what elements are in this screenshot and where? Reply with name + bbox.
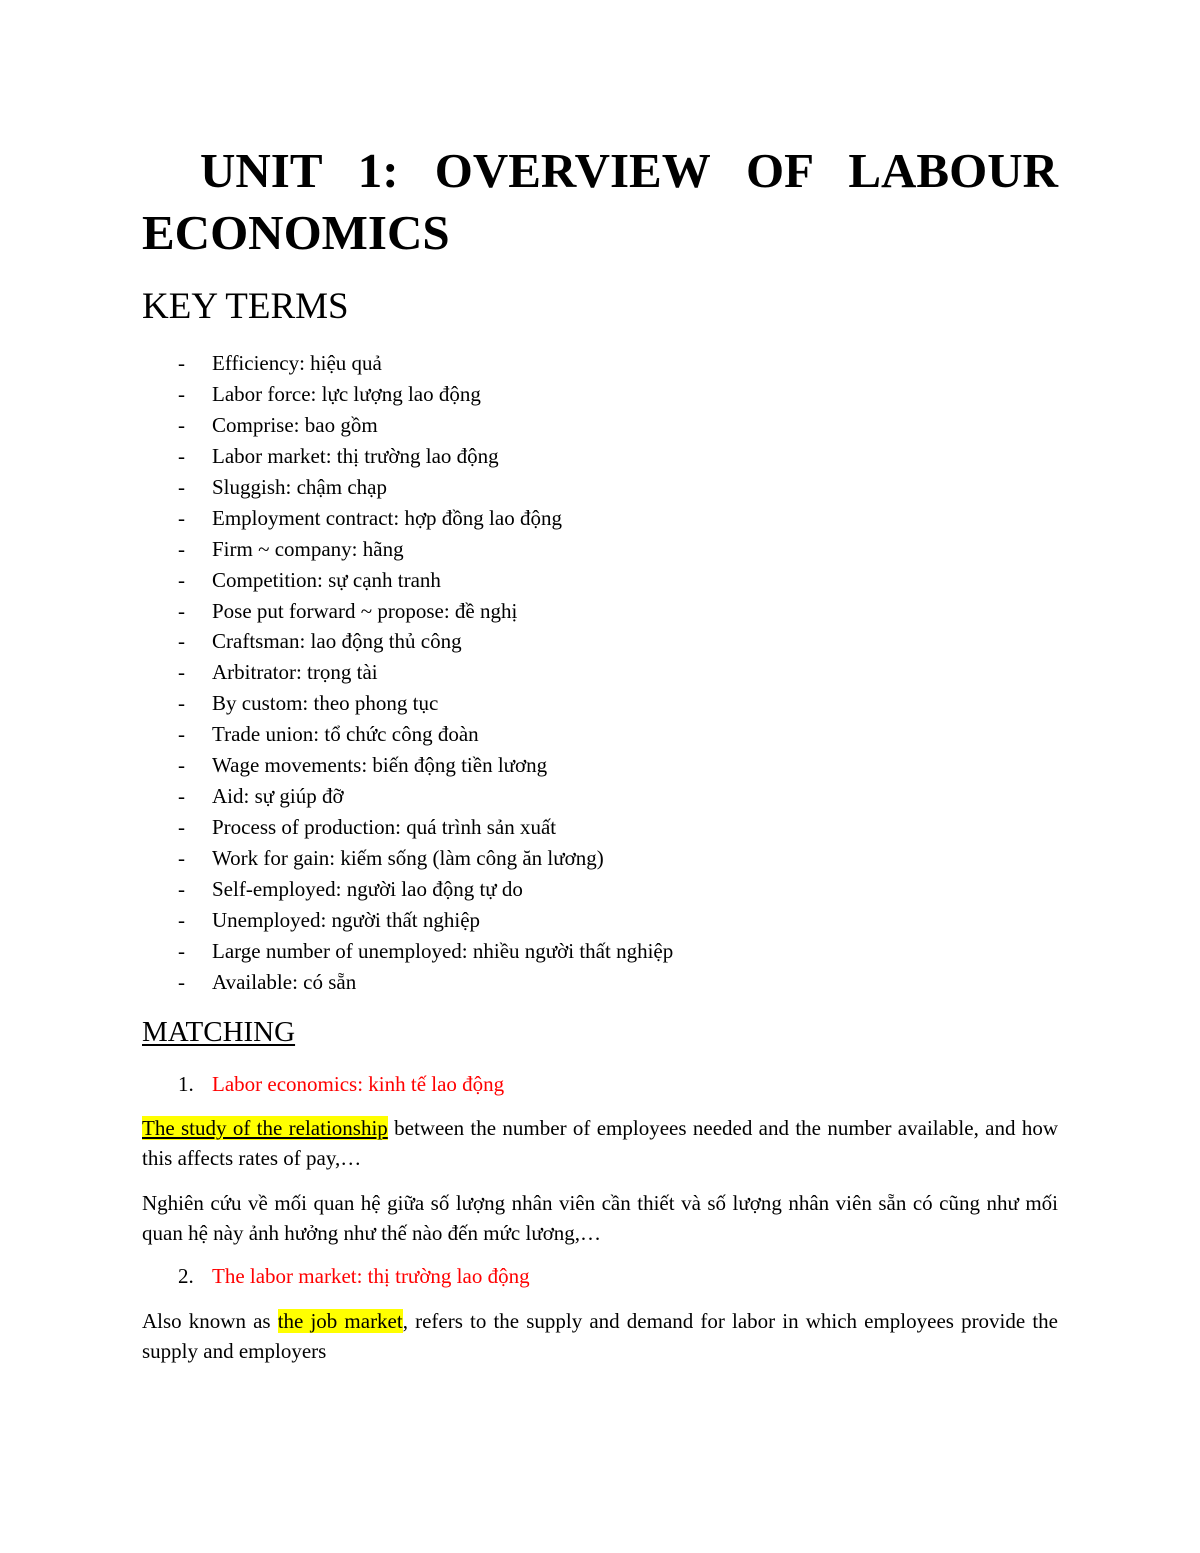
list-item: - Process of production: quá trình sản xuất: [178, 815, 557, 840]
list-item: - Sluggish: chậm chạp: [178, 474, 387, 499]
highlighted-phrase: The study of the relationship: [142, 1116, 388, 1140]
list-item-text: Competition: sự cạnh tranh: [212, 567, 441, 592]
list-item: - Pose put forward ~ propose: đề nghị: [178, 598, 518, 623]
matching-heading: MATCHING: [142, 1016, 296, 1048]
list-item-text: Available: có sẵn: [212, 969, 357, 994]
list-item-text: Unemployed: người thất nghiệp: [212, 907, 481, 932]
list-item-text: Sluggish: chậm chạp: [212, 474, 387, 499]
definition-text: between the number of employees needed and the number available, and how this affects rates of pay,…: [142, 1116, 1058, 1170]
translation-paragraph: Nghiên cứu về mối quan hệ giữa số lượng nhân viên cần thiết và số lượng nhân viên sẵn có cũng như mối quan hệ này ảnh hưởng như thế nào đến mức lương,…: [142, 1191, 1058, 1245]
list-item-text: Labor market: thị trường lao động: [212, 443, 499, 468]
list-item-text: Pose put forward ~ propose: đề nghị: [212, 598, 518, 623]
list-item: - Competition: sự cạnh tranh: [178, 567, 441, 592]
list-item-text: Firm ~ company: hãng: [212, 536, 404, 561]
item-number: 1.: [178, 1072, 194, 1096]
list-item-text: Work for gain: kiếm sống (làm công ăn lương): [212, 846, 604, 870]
definition-paragraph: [142, 1306, 1058, 1366]
item-title: The labor market: thị trường lao động: [212, 1264, 530, 1288]
list-item: - Efficiency: hiệu quả: [178, 351, 382, 375]
list-item: - Craftsman: lao động thủ công: [178, 629, 462, 654]
list-item-text: Efficiency: hiệu quả: [212, 351, 382, 375]
list-item: - Unemployed: người thất nghiệp: [178, 907, 481, 932]
list-item-text: Arbitrator: trọng tài: [212, 660, 378, 685]
list-item-text: Wage movements: biến động tiền lương: [212, 753, 548, 778]
item-title: Labor economics: kinh tế lao động: [212, 1072, 505, 1096]
definition-text-lead: Also known as: [142, 1309, 278, 1333]
list-item: - Comprise: bao gồm: [178, 412, 378, 437]
list-item: - Labor force: lực lượng lao động: [178, 381, 481, 406]
definition-text: , refers to the supply and demand for labor in which employees provide the supply and employers: [142, 1309, 1058, 1363]
list-item-text: Craftsman: lao động thủ công: [212, 629, 462, 654]
list-item: - Wage movements: biến động tiền lương: [178, 753, 548, 778]
list-item-text: Self-employed: người lao động tự do: [212, 876, 523, 901]
highlighted-phrase: the job market: [277, 1309, 403, 1333]
key-terms-heading: KEY TERMS: [142, 286, 349, 327]
list-item: - By custom: theo phong tục: [178, 691, 439, 716]
key-terms-list: [142, 348, 673, 998]
list-item-text: Process of production: quá trình sản xuất: [212, 815, 557, 840]
list-item: - Work for gain: kiếm sống (làm công ăn lương): [178, 846, 604, 870]
list-item-text: Trade union: tổ chức công đoàn: [212, 722, 479, 747]
page-title: UNIT 1: OVERVIEW OF LABOUR ECONOMICS: [142, 143, 1058, 260]
list-item: - Self-employed: người lao động tự do: [178, 876, 523, 901]
list-item: - Employment contract: hợp đồng lao động: [178, 505, 562, 530]
definition-paragraph: [142, 1113, 1058, 1173]
list-item-text: Large number of unemployed: nhiều người thất nghiệp: [212, 938, 674, 963]
list-item: - Large number of unemployed: nhiều người thất nghiệp: [178, 938, 674, 963]
list-item-text: By custom: theo phong tục: [212, 691, 439, 716]
list-item: - Aid: sự giúp đỡ: [178, 784, 344, 809]
list-item-text: Employment contract: hợp đồng lao động: [212, 505, 562, 530]
list-item: - Arbitrator: trọng tài: [178, 660, 378, 685]
item-number: 2.: [178, 1264, 194, 1288]
list-item: - Labor market: thị trường lao động: [178, 443, 499, 468]
list-item-text: Labor force: lực lượng lao động: [212, 381, 481, 406]
list-item: - Available: có sẵn: [178, 969, 357, 994]
list-item: - Trade union: tổ chức công đoàn: [178, 722, 479, 747]
list-item-text: Comprise: bao gồm: [212, 412, 378, 437]
list-item: - Firm ~ company: hãng: [178, 536, 404, 561]
list-item-text: Aid: sự giúp đỡ: [212, 784, 344, 809]
